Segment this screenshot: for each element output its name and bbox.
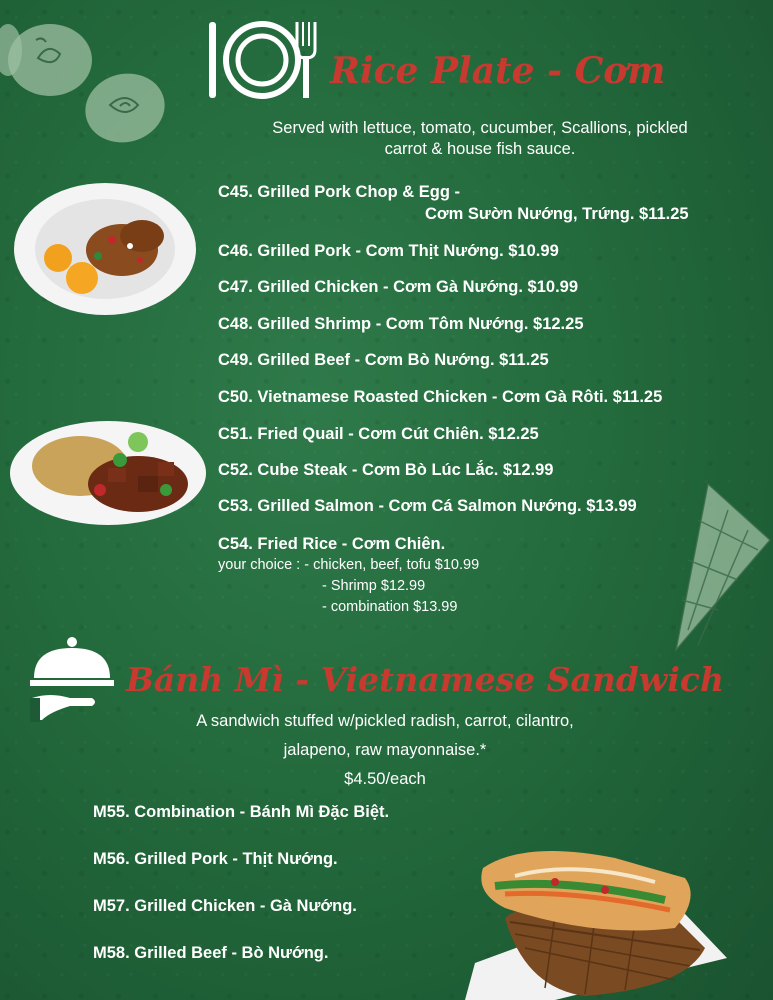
menu-item-m55: M55. Combination - Bánh Mì Đặc Biệt.	[93, 803, 390, 821]
menu-item-c52: C52. Cube Steak - Cơm Bò Lúc Lắc. $12.99	[218, 461, 554, 479]
menu-item-c49: C49. Grilled Beef - Cơm Bò Nướng. $11.25	[218, 351, 549, 369]
menu-item-c54: C54. Fried Rice - Cơm Chiên.	[218, 535, 446, 553]
banh-mi-description-line-1: A sandwich stuffed w/pickled radish, carrot, cilantro,	[196, 712, 574, 730]
menu-item-c46: C46. Grilled Pork - Cơm Thịt Nướng. $10.99	[218, 242, 559, 260]
rice-description	[220, 118, 740, 160]
menu-item-c50: C50. Vietnamese Roasted Chicken - Cơm Gà Rôti. $11.25	[218, 388, 663, 406]
menu-item-c47: C47. Grilled Chicken - Cơm Gà Nướng. $10.99	[218, 278, 579, 296]
rice-section-title: Rice Plate - Cơm	[330, 50, 666, 92]
banh-mi-sandwich-image	[465, 838, 730, 1000]
menu-item-c48: C48. Grilled Shrimp - Cơm Tôm Nướng. $12.25	[218, 315, 584, 333]
rice-description-line-2: carrot & house fish sauce.	[384, 140, 576, 158]
c54-choice-line-1: your choice : - chicken, beef, tofu $10.99	[218, 557, 480, 573]
banh-mi-price: $4.50/each	[344, 770, 426, 788]
menu-item-m56: M56. Grilled Pork - Thịt Nướng.	[93, 850, 338, 868]
menu-item-c45: C45. Grilled Pork Chop & Egg -	[218, 183, 461, 201]
fried-rice-dish-image	[8, 418, 208, 528]
decorative-stones	[0, 10, 190, 150]
menu-item-c45-price: Cơm Sườn Nướng, Trứng. $11.25	[425, 205, 689, 223]
menu-item-c53: C53. Grilled Salmon - Cơm Cá Salmon Nướng. $13.99	[218, 497, 637, 515]
conical-hat-decoration	[668, 480, 773, 655]
banh-mi-description	[130, 707, 640, 794]
banh-mi-description-line-2: jalapeno, raw mayonnaise.*	[283, 741, 487, 759]
banh-mi-section-title: Bánh Mì - Vietnamese Sandwich	[126, 660, 724, 699]
menu-item-m57: M57. Grilled Chicken - Gà Nướng.	[93, 897, 357, 915]
c54-choice-line-2: - Shrimp $12.99	[322, 578, 426, 594]
serving-cloche-icon	[30, 634, 120, 724]
quail-dish-image	[12, 180, 198, 318]
plate-cutlery-icon	[205, 20, 320, 100]
menu-item-m58: M58. Grilled Beef - Bò Nướng.	[93, 944, 329, 962]
rice-description-line-1: Served with lettuce, tomato, cucumber, Scallions, pickled	[272, 119, 688, 137]
menu-item-c51: C51. Fried Quail - Cơm Cút Chiên. $12.25	[218, 425, 539, 443]
c54-choice-line-3: - combination $13.99	[322, 599, 458, 615]
